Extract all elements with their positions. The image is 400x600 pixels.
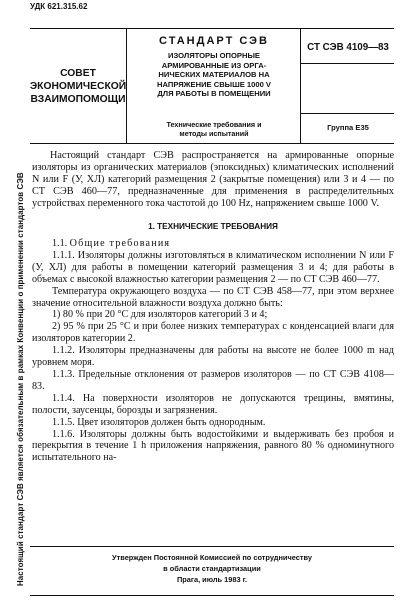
list-item: 2) 95 % при 25 °С и при более низких температурах с конденсацией влаги для изоляторов категории 2. xyxy=(32,321,394,345)
title-line: АРМИРОВАННЫЕ ИЗ ОРГА- xyxy=(161,60,267,70)
subsection-number: 1.1. xyxy=(52,238,68,249)
subsection-title: Общие требования xyxy=(69,238,171,249)
org-line: ВЗАИМОПОМОЩИ xyxy=(30,93,126,105)
paragraph-temperature: Температура окружающего воздуха — по СТ СЭВ 458—77, при этом верхнее значение относительной влажности воздуха должно быть: xyxy=(32,285,394,309)
approval-footer xyxy=(30,546,394,596)
standard-subtitle xyxy=(128,120,300,138)
side-note: Настоящий стандарт СЭВ является обязательным в рамках Конвенции о применении стандартов СЭВ xyxy=(16,172,25,586)
footer-line: Утвержден Постоянной Комиссией по сотрудничеству xyxy=(112,553,312,562)
section-heading: 1. ТЕХНИЧЕСКИЕ ТРЕБОВАНИЯ xyxy=(148,222,278,231)
subtitle-line: Технические требования и xyxy=(166,120,262,129)
subsection-heading xyxy=(32,238,394,250)
paragraph-1-1-1: 1.1.1. Изоляторы должны изготовляться в климатическом исполнении N или F (У, ХЛ) для работы в помещении категорий размещения 3 и 4; для работы в объемах с высокой влажностью категории размещения 2 — по СТ СЭВ 460—77. xyxy=(32,249,394,285)
organization-name xyxy=(30,29,126,143)
divider xyxy=(300,29,301,143)
title-block xyxy=(30,28,394,144)
org-line: ЭКОНОМИЧЕСКОЙ xyxy=(29,80,127,92)
standard-number: СТ СЭВ 4109—83 xyxy=(307,42,389,53)
subtitle-line: методы испытаний xyxy=(179,129,249,138)
paragraph-1-1-2: 1.1.2. Изоляторы предназначены для работы на высоте не более 1000 m над уровнем моря. xyxy=(32,345,394,369)
paragraph-1-1-6: 1.1.6. Изоляторы должны быть водостойкими и выдерживать без пробоя и перекрытия в течение 1 h приложения напряжения, равного 80 % одноминутного испытательного на- xyxy=(32,428,394,464)
title-line: ИЗОЛЯТОРЫ ОПОРНЫЕ xyxy=(168,51,260,60)
divider xyxy=(126,29,127,143)
title-line: НИЧЕСКИХ МАТЕРИАЛОВ НА xyxy=(158,70,270,79)
intro-text: Настоящий стандарт СЭВ распространяется на армированные опорные изоляторы из органических материалов (эпоксидных) климатических исполнений N или F (У, ХЛ) категорий размещения 2 (закрытые помещения) или 3 и 4 — по СТ СЭВ 460—77, предназначенные для применения в распределительных устройствах переменного тока частотой до 100 Hz, напряжением свыше 1000 V. xyxy=(32,150,394,209)
standard-label: СТАНДАРТ СЭВ xyxy=(159,35,269,47)
paragraph-1-1-4: 1.1.4. На поверхности изоляторов не допускаются трещины, вмятины, полости, заусенцы, борозды и загрязнения. xyxy=(32,392,394,416)
paragraph-1-1-3: 1.1.3. Предельные отклонения от размеров изоляторов — по СТ СЭВ 4108—83. xyxy=(32,368,394,392)
document-body xyxy=(32,238,394,464)
footer-line: в области стандартизации xyxy=(163,564,261,573)
footer-line: Прага, июль 1983 г. xyxy=(176,575,248,584)
list-item: 1) 80 % при 20 °С для изоляторов категорий 3 и 4; xyxy=(52,309,268,321)
group-code: Группа Е35 xyxy=(327,123,369,132)
udk-code: УДК 621.315.62 xyxy=(30,2,88,11)
title-line: ДЛЯ РАБОТЫ В ПОМЕЩЕНИИ xyxy=(157,89,271,98)
divider xyxy=(300,113,394,114)
paragraph-1-1-5: 1.1.5. Цвет изоляторов должен быть однородным. xyxy=(52,416,266,428)
divider xyxy=(300,63,394,64)
org-line: СОВЕТ xyxy=(60,67,96,79)
standard-title xyxy=(128,51,300,99)
scope-paragraph xyxy=(32,150,394,210)
title-line: НАПРЯЖЕНИЕ СВЫШЕ 1000 V xyxy=(157,79,271,89)
